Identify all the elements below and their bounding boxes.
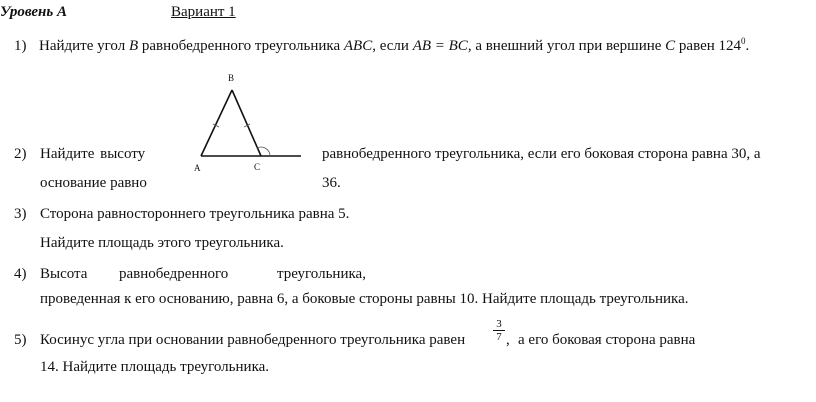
- variant-heading: Вариант 1: [171, 4, 236, 20]
- problem-2-right-line1: равнобедренного треугольника, если его боковая сторона равна 30, а: [322, 146, 761, 162]
- degree-sup: 0: [741, 36, 746, 46]
- triangle-figure: [185, 70, 310, 180]
- problem-1-end: .: [745, 38, 750, 54]
- side-bc: [232, 90, 261, 156]
- problem-5-text-after: а его боковая сторона равна: [518, 332, 696, 348]
- fraction-numerator: 3: [493, 318, 505, 331]
- problem-2-left-line2: основание равно: [40, 175, 147, 191]
- problem-5-text-before: Косинус угла при основании равнобедренного треугольника равен: [40, 332, 466, 348]
- problem-5-comma: ,: [506, 332, 510, 348]
- problem-4-line2: проведенная к его основанию, равна 6, а боковые стороны равны 10. Найдите площадь треугольника.: [40, 291, 689, 307]
- fraction: [493, 318, 505, 343]
- problem-1-number: 1): [14, 38, 27, 54]
- side-ab: [201, 90, 232, 156]
- vertex-a-label: A: [194, 163, 201, 173]
- problem-4-word1: Высота: [40, 266, 88, 282]
- vertex-label: C: [665, 38, 676, 54]
- vertex-c-label: C: [254, 162, 261, 172]
- problem-2-right-line2: 36.: [322, 175, 341, 191]
- problem-3-line2: Найдите площадь этого треугольника.: [40, 235, 284, 251]
- problem-1-text-after: , а внешний угол при вершине: [467, 38, 666, 54]
- vertex-b-label: B: [228, 73, 235, 83]
- triangle-label: ABC: [343, 38, 373, 54]
- problem-2-left-line1: Найдите высоту: [40, 146, 146, 162]
- problem-4-word2: равнобедренного: [119, 266, 229, 282]
- problem-1-text: Найдите угол: [39, 38, 129, 54]
- problem-4-word3: треугольника,: [277, 266, 366, 282]
- problem-1: [14, 32, 749, 55]
- angle-label: B: [128, 38, 139, 54]
- problem-3-number: 3): [14, 206, 27, 222]
- problem-5-number: 5): [14, 332, 27, 348]
- problem-1-text-mid: равнобедренного треугольника: [138, 38, 344, 54]
- equality-expression: AB = BC: [412, 38, 468, 54]
- problem-4-number: 4): [14, 266, 27, 282]
- level-heading: Уровень А: [0, 4, 67, 20]
- fraction-denominator: 7: [496, 331, 502, 343]
- problem-1-text-if: , если: [372, 38, 413, 54]
- problem-3-line1: Сторона равностороннего треугольника равна 5.: [40, 206, 350, 222]
- problem-1-text-equals: равен 124: [675, 38, 742, 54]
- problem-5-line2: 14. Найдите площадь треугольника.: [40, 359, 270, 375]
- problem-2-number: 2): [14, 146, 27, 162]
